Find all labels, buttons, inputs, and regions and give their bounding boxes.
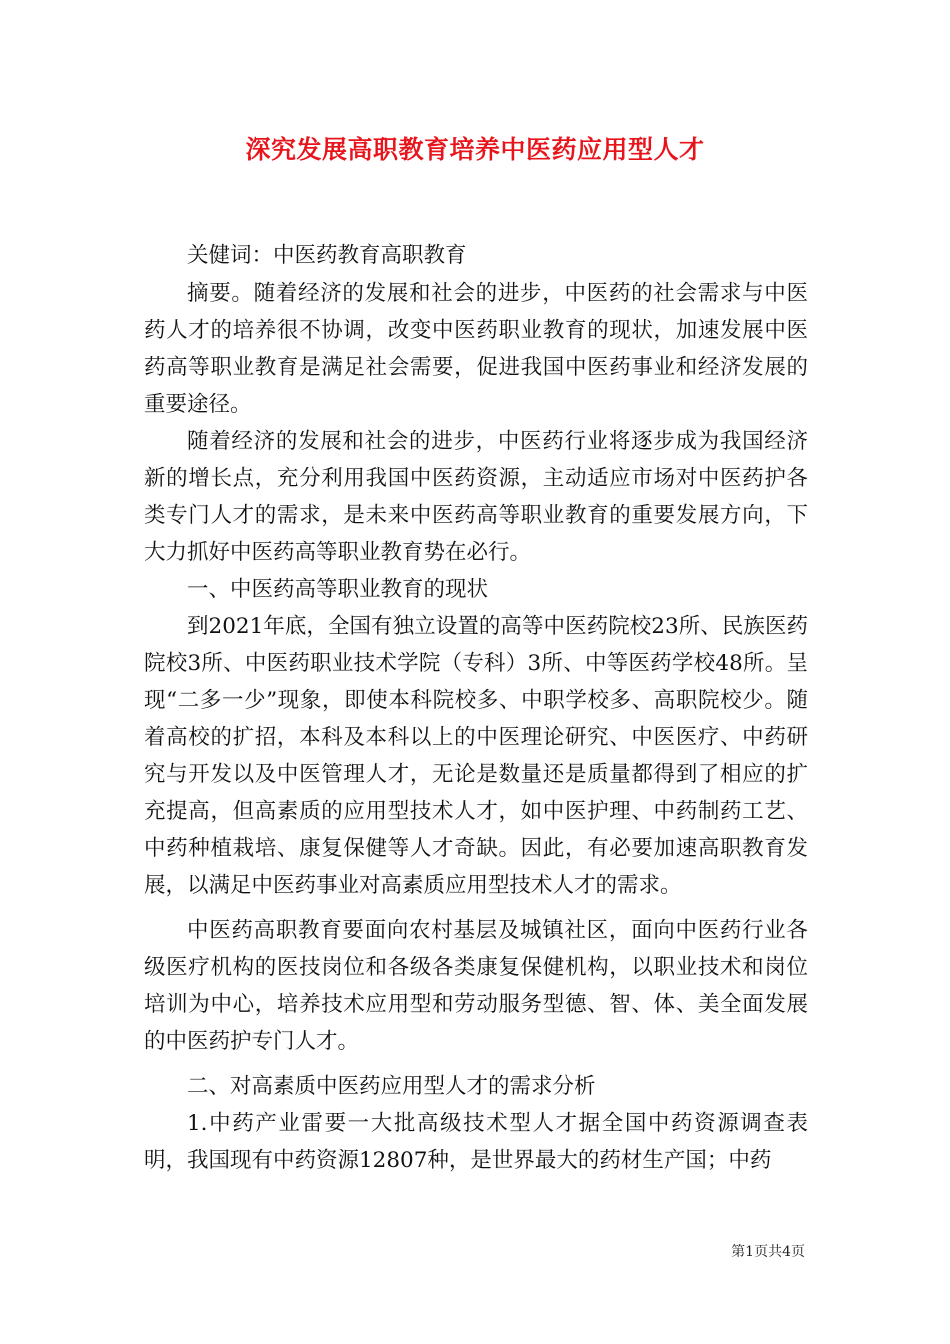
page-number: 第1页共4页 (731, 1244, 805, 1260)
body-paragraph: 中医药高职教育要面向农村基层及城镇社区，面向中医药行业各级医疗机构的医技岗位和各级各类康复保健机构，以职业技术和岗位培训为中心，培养技术应用型和劳动服务型德、智、体、美全面发展的中医药护专门人才。 (144, 918, 808, 1054)
body-paragraph: 到2021年底，全国有独立设置的高等中医药院校23所、民族医药院校3所、中医药职业技术学院（专科）3所、中等医药学校48所。呈现“二多一少”现象，即使本科院校多、中职学校多、高职院校少。随着高校的扩招，本科及本科以上的中医理论研究、中医医疗、中药研究与开发以及中医管理人才，无论是数量还是质量都得到了相应的扩充提高，但高素质的应用型技术人才，如中医护理、中药制药工艺、中药种植栽培、康复保健等人才奇缺。因此，有必要加速高职教育发展，以满足中医药事业对高素质应用型技术人才的需求。 (144, 614, 808, 898)
document-body (144, 237, 808, 1179)
section-heading: 一、中医药高等职业教育的现状 (187, 577, 489, 602)
body-paragraph: 随着经济的发展和社会的进步，中医药行业将逐步成为我国经济新的增长点，充分利用我国中医药资源，主动适应市场对中医药护各类专门人才的需求，是未来中医药高等职业教育的重要发展方向，下大力抓好中医药高等职业教育势在必行。 (144, 429, 808, 565)
document-title: 深究发展高职教育培养中医药应用型人才 (245, 135, 705, 164)
keywords-line: 关健词：中医药教育高职教育 (187, 243, 467, 268)
body-paragraph: 1.中药产业雷要一大批高级技术型人才据全国中药资源调查表明，我国现有中药资源12807种，是世界最大的药材生产国；中药 (144, 1111, 808, 1173)
section-heading: 二、对高素质中医药应用型人才的需求分析 (187, 1074, 596, 1099)
abstract-paragraph: 摘要。随着经济的发展和社会的进步，中医药的社会需求与中医药人才的培养很不协调，改变中医药职业教育的现状，加速发展中医药高等职业教育是满足社会需要，促进我国中医药事业和经济发展的重要途径。 (144, 281, 808, 417)
